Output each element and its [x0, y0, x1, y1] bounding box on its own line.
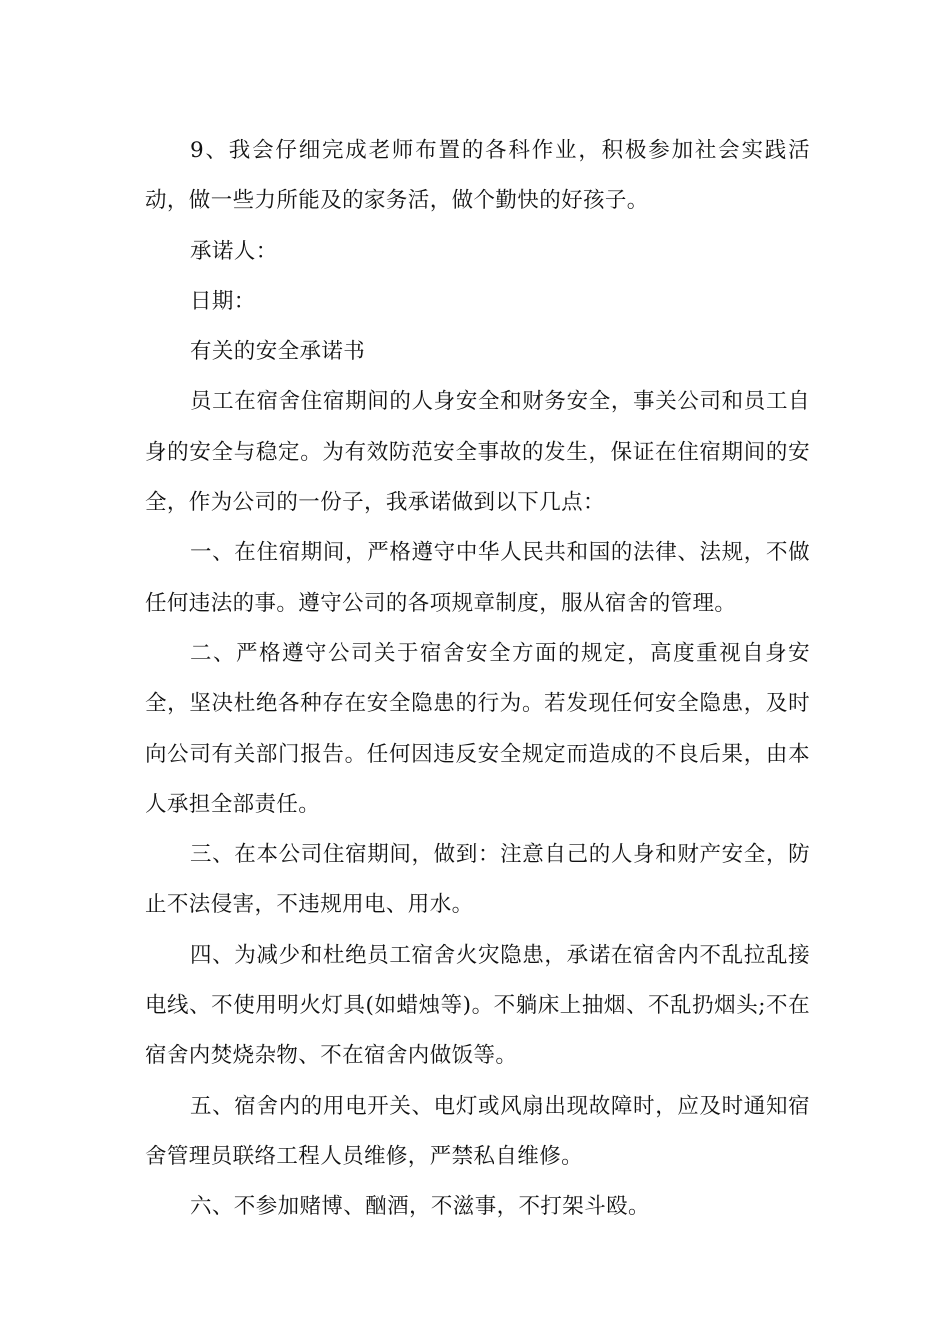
promisor-label: 承诺人： [190, 238, 278, 264]
section-heading: 有关的安全承诺书 [190, 339, 366, 365]
clause-4: 四、为减少和杜绝员工宿舍火灾隐患，承诺在宿舍内不乱拉乱接电线、不使用明火灯具(如蜡烛等)。不躺床上抽烟、不乱扔烟头;不在宿舍内焚烧杂物、不在宿舍内做饭等。 [145, 942, 810, 1069]
date-label: 日期： [190, 288, 256, 314]
clause-1: 一、在住宿期间，严格遵守中华人民共和国的法律、法规，不做任何违法的事。遵守公司的各项规章制度，服从宿舍的管理。 [145, 540, 810, 616]
clause-6: 六、不参加赌博、酗酒，不滋事，不打架斗殴。 [190, 1194, 650, 1220]
clause-2: 二、严格遵守公司关于宿舍安全方面的规定，高度重视自身安全，坚决杜绝各种存在安全隐患的行为。若发现任何安全隐患，及时向公司有关部门报告。任何因违反安全规定而造成的不良后果，由本人承担全部责任。 [145, 640, 810, 817]
clause-5: 五、宿舍内的用电开关、电灯或风扇出现故障时，应及时通知宿舍管理员联络工程人员维修，严禁私自维修。 [145, 1093, 810, 1169]
clause-3: 三、在本公司住宿期间，做到：注意自己的人身和财产安全，防止不法侵害，不违规用电、用水。 [145, 842, 810, 918]
paragraph-item-9: 9、我会仔细完成老师布置的各科作业，积极参加社会实践活动，做一些力所能及的家务活，做个勤快的好孩子。 [145, 138, 810, 214]
document-body [145, 126, 810, 1233]
intro-paragraph: 员工在宿舍住宿期间的人身安全和财务安全，事关公司和员工自身的安全与稳定。为有效防范安全事故的发生，保证在住宿期间的安全，作为公司的一份子，我承诺做到以下几点： [145, 389, 810, 516]
